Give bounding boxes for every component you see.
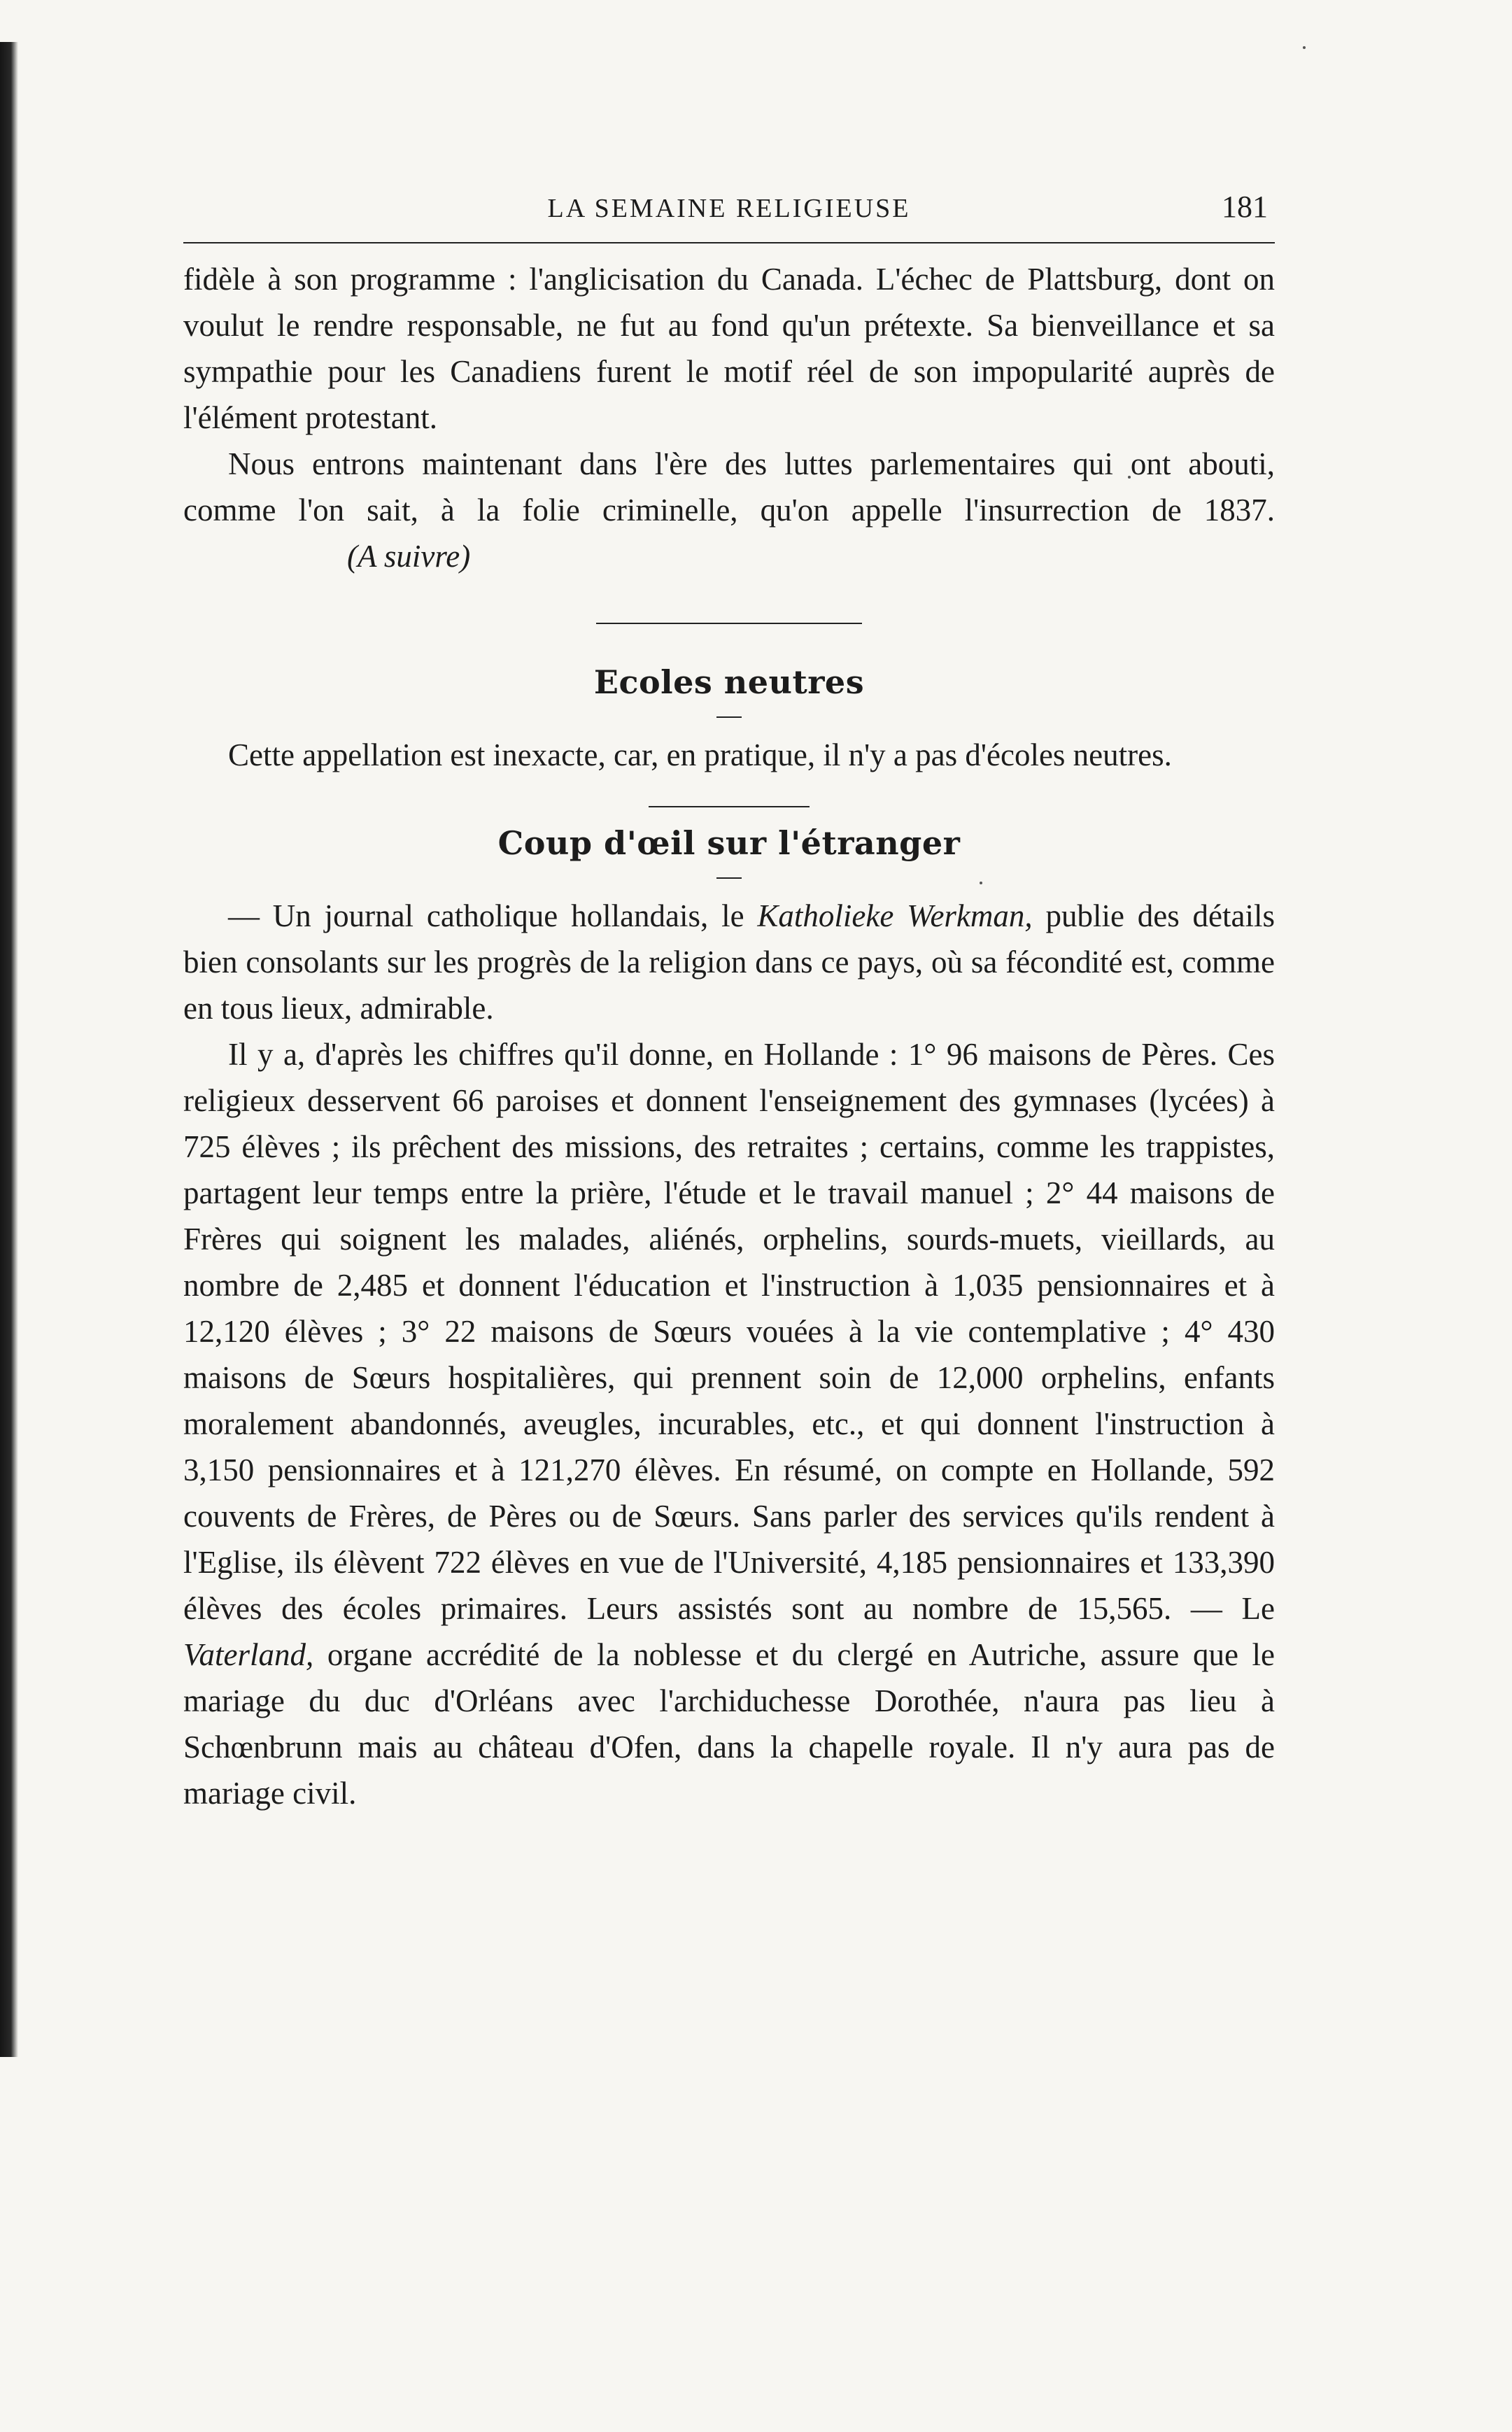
page-number: 181 [1222, 190, 1268, 224]
newspaper-name: Katholieke Werkman, [757, 898, 1033, 933]
section-title: Coup d'œil sur l'étranger [497, 824, 961, 862]
page-content [183, 189, 1275, 1816]
section-paragraph: Cette appellation est inexacte, car, en pratique, il n'y a pas d'écoles neutres. [228, 737, 1172, 772]
section-separator [596, 623, 862, 624]
title-dash [716, 877, 742, 879]
running-title: LA SEMAINE RELIGIEUSE [547, 194, 911, 223]
newspaper-name: Vaterland, [183, 1637, 314, 1672]
page-binding-edge [0, 42, 18, 2057]
article-paragraph [183, 441, 1275, 579]
speck-mark [1303, 46, 1306, 49]
section-title: Ecoles neutres [593, 663, 865, 701]
section-separator [649, 806, 810, 807]
title-dash [716, 716, 742, 718]
header-rule [183, 242, 1275, 243]
paragraph-text: organe accrédité de la noblesse et du clergé en Autriche, assure que le mariage du duc d'Orléans avec l'archiduchesse Dorothée, n'aura pas lieu à Schœnbrunn mais au château d'Ofen, dans la chapelle royale. Il n'y aura pas de mariage civil. [183, 1637, 1275, 1811]
section-paragraph [183, 893, 1275, 1031]
running-header [183, 189, 1275, 231]
article-paragraph-text: Nous entrons maintenant dans l'ère des luttes parlementaires qui ont abouti, comme l'on sait, à la folie criminelle, qu'on appelle l'insurrection de 1837. [183, 446, 1275, 528]
to-be-continued-note: (A suivre) [347, 539, 471, 574]
section-paragraph [183, 1031, 1275, 1816]
paragraph-text: Il y a, d'après les chiffres qu'il donne, en Hollande : 1° 96 maisons de Pères. Ces religieux desservent 66 paroises et donnent l'enseignement des gymnases (lycées) à 725 élèves ; ils prêchent des missions, des retraites ; certains, comme les trappistes, partagent leur temps entre la prière, l'étude et le travail manuel ; 2° 44 maisons de Frères qui soignent les malades, aliénés, orphelins, sourds-muets, vieillards, au nombre de 2,485 et donnent l'éducation et l'instruction à 1,035 pensionnaires et à 12,120 élèves ; 3° 22 maisons de Sœurs vouées à la vie contemplative ; 4° 430 maisons de Sœurs hospitalières, qui prennent soin de 12,000 orphelins, enfants moralement abandonnés, aveugles, incurables, etc., et qui donnent l'instruction à 3,150 pensionnaires et à 121,270 élèves. En résumé, on compte en Hollande, 592 couvents de Frères, de Pères ou de Sœurs. Sans parler des services qu'ils rendent à l'Eglise, ils élèvent 722 élèves en vue de l'Université, 4,185 pensionnaires et 133,390 élèves des écoles primaires. Leurs assistés sont au nombre de 15,565. — Le [183, 1037, 1275, 1626]
paragraph-text: — Un journal catholique hollandais, le [228, 898, 758, 933]
paragraph-text: publie des détails bien consolants sur les progrès de la religion dans ce pays, où sa fécondité est, comme en tous lieux, admirable. [183, 898, 1275, 1026]
article-paragraph: fidèle à son programme : l'anglicisation du Canada. L'échec de Plattsburg, dont on voulut le rendre responsable, ne fut au fond qu'un prétexte. Sa bienveillance et sa sympathie pour les Canadiens furent le motif réel de son impopularité auprès de l'élément protestant. [183, 262, 1275, 435]
